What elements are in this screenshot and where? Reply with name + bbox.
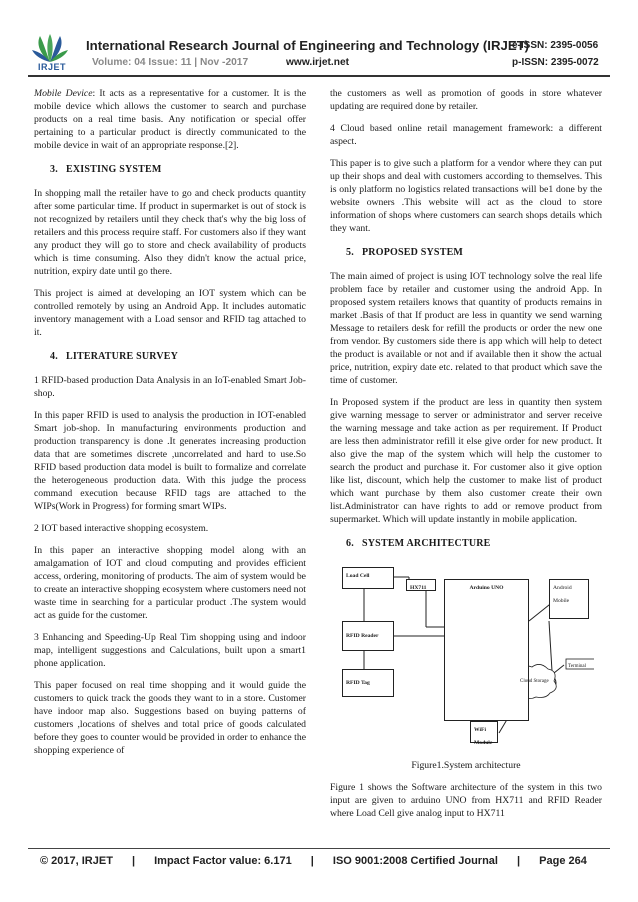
page-header — [0, 0, 638, 82]
p-issn: p-ISSN: 2395-0072 — [512, 57, 599, 68]
iso-certification: ISO 9001:2008 Certified Journal — [332, 855, 498, 867]
cloud-storage-label: Cloud Storage — [520, 679, 549, 684]
paragraph: 4 Cloud based online retail management framework: a different aspect. — [330, 123, 602, 147]
right-column — [330, 87, 602, 829]
section-heading-literature-survey: 4. LITERATURE SURVEY — [50, 351, 179, 362]
arduino-uno-box: Arduino UNO — [444, 579, 529, 721]
page-number: Page 264 — [539, 855, 587, 867]
header-divider — [28, 75, 610, 77]
paragraph-mobile-device: Mobile Device: It acts as a representative for a customer. It is the mobile device which allows the customer to search and purchase products on a real time basis. Any notification or special offer pertaining to a particular product is directly communicated to the mobile device in wait of an appropriate response.[2]. — [34, 88, 307, 151]
impact-factor: Impact Factor value: 6.171 — [154, 855, 292, 867]
e-issn: e-ISSN: 2395-0056 — [512, 40, 599, 51]
paragraph: 3 Enhancing and Speeding-Up Real Tim shopping using and indoor map, intelligent suggestions and Calculations, built upon a smart1 phone application. — [34, 632, 306, 669]
paragraph: 1 RFID-based production Data Analysis in an IoT-enabled Smart Job-shop. — [34, 375, 306, 399]
paragraph: The main aimed of project is using IOT technology solve the real life problem face by retailer and customer using the android App. In proposed system retailers knows that quantity of products remains in market .Basis of that If product are less in quantity we send warning Message to retailers desk for refill the products or order the new one from vendor. By customers side there is app which will help to detect the product is available or not and if available then it show the actual price, nutrition, expiry date etc. related to that product which save the time of customer. — [330, 271, 602, 386]
logo-text: IRJET — [38, 62, 67, 72]
left-column — [34, 87, 306, 766]
paragraph: This paper is to give such a platform for a vendor where they can put up their shops and deal with customers according to themselves. This is only platform no logistics related transactions will be1 done by the website owners .This website will act as the cloud to store information of shops where customers can search shops details which they want. — [330, 158, 602, 234]
paragraph: This project is aimed at developing an IOT system which can be controlled remotely by using an Android App. It includes automatic inventory management with a Load sensor and RFID tag attached to it. — [34, 288, 306, 338]
term-mobile-device: Mobile Device — [34, 88, 93, 99]
paragraph: In this paper an interactive shopping model along with an amalgamation of IOT and cloud computing and provides efficient access, ordering, monitoring of products. The aim of system would be to create an interactive shopping ecosystem where customers need not waste time in searching for a particular product .The system would act as guide for the customer. — [34, 545, 306, 621]
paragraph: 2 IOT based interactive shopping ecosystem. — [34, 523, 209, 534]
paragraph: In this paper RFID is used to analysis the production in IOT-enabled Smart job-shop. In manufacturing environments production and production transparency is done .It generates increasing production data that are sometimes discrete ,uncorrelated and hard to use.So RFID based production data model is built to formalize and correlate the heterogeneous production data. With this judge the process command execution because RFID tags are attached to the WIPs(Work in Progress) for forming smart WIPs. — [34, 410, 306, 512]
system-architecture-diagram — [334, 561, 594, 751]
paragraph: Figure 1 shows the Software architecture of the system in this two input are given to arduino UNO from HX711 and RFID Reader where Load Cell give analog input to HX711 — [330, 782, 602, 819]
section-heading-system-architecture: 6. SYSTEM ARCHITECTURE — [346, 538, 491, 549]
paragraph: In Proposed system if the product are less in quantity then system give warning message to server or administrator and server receive the warning message and take action as per requirement. If Product are less then administrator refill it else give order for new product. It also give the map of the system which will help the customer to search the product and purchase it. For customer also it give option like list, discount, which help the customer to make list of product which want purchase by them also customer create their own list.Administrator can have rights to add or remove product from supermarket. Which will update instantly in mobile application. — [330, 397, 602, 525]
wifi-module-box: WiFi Module — [470, 721, 498, 743]
paragraph: the customers as well as promotion of goods in store whatever updating are required done by retailer. — [330, 88, 602, 112]
android-mobile-box: Android Mobile — [549, 579, 589, 619]
section-heading-proposed-system: 5. PROPOSED SYSTEM — [346, 247, 464, 258]
section-heading-existing-system: 3. EXISTING SYSTEM — [50, 164, 162, 175]
figure-caption: Figure1.System architecture — [411, 760, 521, 771]
page-footer: © 2017, IRJET | Impact Factor value: 6.171 | ISO 9001:2008 Certified Journal | Page 264 — [40, 855, 587, 867]
paragraph: In shopping mall the retailer have to go and check products quantity after some particular time. If product in supermarket is out of stock is not recognized by retailers until they check that's why the big loss of retailers and this process require staff. For customers also if they want any product they will go to store and check availability of products which is time consuming. Also they didn't know the actual price, nutrition, expiry date until go there. — [34, 188, 306, 277]
terminal-label: Terminal — [568, 664, 586, 669]
journal-title: International Research Journal of Engineering and Technology (IRJET) — [86, 38, 530, 53]
footer-divider — [28, 848, 610, 849]
paragraph: This paper focused on real time shopping and it would guide the customers to quick track the goods they want to in a store. Customer have indoor map also. Suggestions based on buying patterns of customers ,locations of shelves and total price of goods calculated before they goes to counter would be provided in order to enhance the shopping experience of — [34, 680, 306, 756]
volume-issue: Volume: 04 Issue: 11 | Nov -2017 — [92, 57, 249, 68]
journal-website-link[interactable]: www.irjet.net — [286, 57, 350, 68]
rfid-tag-box: RFID Tag — [342, 669, 394, 697]
hx711-box: HX711 — [406, 579, 436, 591]
copyright: © 2017, IRJET — [40, 855, 113, 867]
rfid-reader-box: RFID Reader — [342, 621, 394, 651]
load-cell-box: Load Cell — [342, 567, 394, 589]
